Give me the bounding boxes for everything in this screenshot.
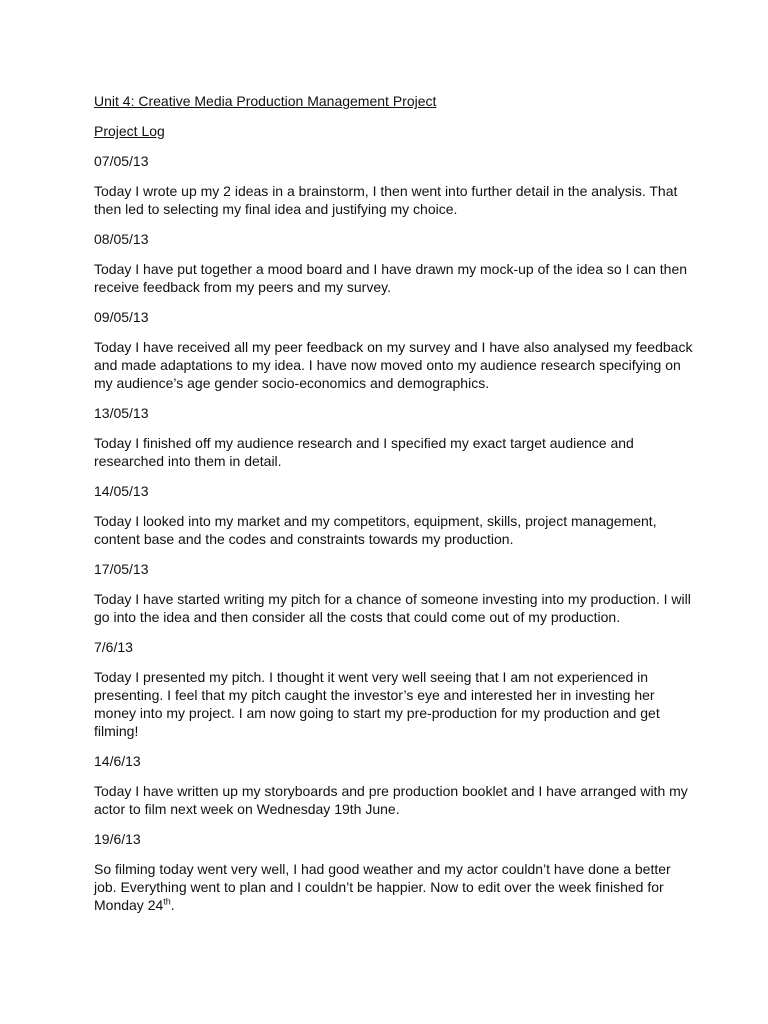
entry-date: 13/05/13 (94, 405, 149, 421)
entry-text: Today I wrote up my 2 ideas in a brainstorm, I then went into further detail in the analysis. That then led to selecting my final idea and justifying my choice. (94, 183, 678, 217)
entry-text: Today I presented my pitch. I thought it went very well seeing that I am not experienced in presenting. I feel that my pitch caught the investor’s eye and interested her in investing her money into my project. I am now going to start my pre-production for my production and get filming! (94, 669, 660, 739)
project-log-heading: Project Log (94, 123, 165, 139)
log-entry-8 (94, 752, 694, 818)
log-entry-4 (94, 404, 694, 470)
log-entry-7 (94, 638, 694, 740)
entry-text: Today I finished off my audience research and I specified my exact target audience and researched into them in detail. (94, 435, 634, 469)
entry-date: 7/6/13 (94, 639, 133, 655)
entry-date: 08/05/13 (94, 231, 149, 247)
entry-text: Today I have received all my peer feedback on my survey and I have also analysed my feedback and made adaptations to my idea. I have now moved onto my audience research specifying on my audience’s age gender socio-economics and demographics. (94, 339, 693, 391)
entry-text (94, 860, 694, 914)
entry-text: Today I have started writing my pitch for a chance of someone investing into my production. I will go into the idea and then consider all the costs that could come out of my production. (94, 591, 691, 625)
entry-text-end: . (170, 897, 175, 913)
log-entry-5 (94, 482, 694, 548)
entry-date: 14/6/13 (94, 753, 141, 769)
log-entry-1 (94, 152, 694, 218)
log-entry-6 (94, 560, 694, 626)
document-title: Unit 4: Creative Media Production Management Project (94, 93, 437, 109)
entry-text: Today I have written up my storyboards and pre production booklet and I have arranged with my actor to film next week on Wednesday 19th June. (94, 783, 688, 817)
ordinal-suffix: th (163, 896, 171, 907)
entry-date: 07/05/13 (94, 153, 149, 169)
entry-text: Today I have put together a mood board and I have drawn my mock-up of the idea so I can then receive feedback from my peers and my survey. (94, 261, 688, 295)
entry-date: 14/05/13 (94, 483, 149, 499)
log-entry-9 (94, 830, 694, 914)
entry-date: 09/05/13 (94, 309, 149, 325)
log-entry-3 (94, 308, 694, 392)
entry-date: 19/6/13 (94, 831, 141, 847)
entry-date: 17/05/13 (94, 561, 149, 577)
log-entry-2 (94, 230, 694, 296)
entry-text: Today I looked into my market and my competitors, equipment, skills, project management, content base and the codes and constraints towards my production. (94, 513, 657, 547)
entry-text-main: So filming today went very well, I had good weather and my actor couldn’t have done a better job. Everything went to plan and I couldn’t be happier. Now to edit over the week finished for Monday 24 (94, 861, 671, 913)
document-content (94, 92, 694, 914)
